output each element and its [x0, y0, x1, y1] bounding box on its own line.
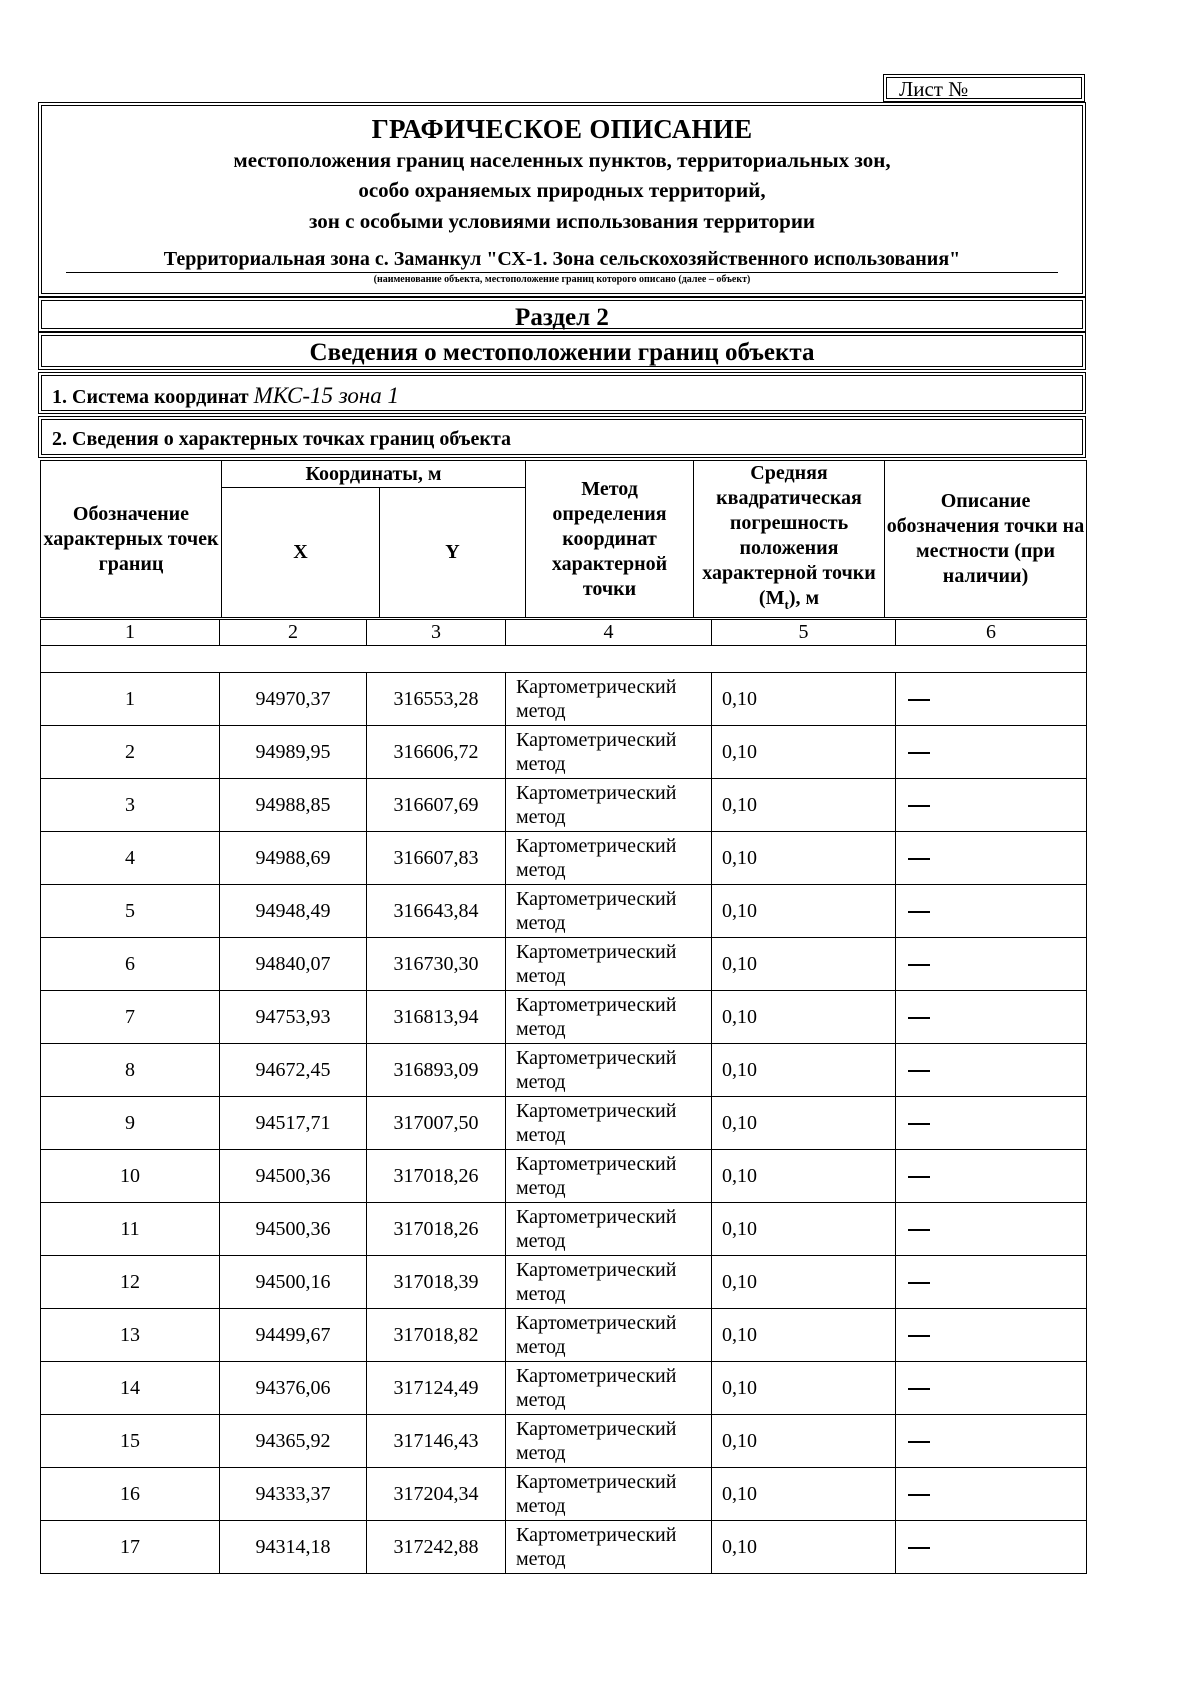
point-error: 0,10: [712, 991, 896, 1044]
point-method: Картометрический метод: [506, 779, 712, 832]
table-row: [41, 991, 1087, 1044]
points-section-frame: [38, 416, 1086, 458]
table-row: [41, 832, 1087, 885]
dash-mark: [908, 1123, 930, 1125]
section-title: Раздел 2: [515, 304, 609, 331]
point-x: 94948,49: [220, 885, 367, 938]
point-y: 317018,39: [367, 1256, 506, 1309]
point-x: 94500,16: [220, 1256, 367, 1309]
point-y: 316813,94: [367, 991, 506, 1044]
point-description: [896, 1468, 1087, 1521]
point-error: 0,10: [712, 832, 896, 885]
dash-mark: [908, 1335, 930, 1337]
point-error: 0,10: [712, 1309, 896, 1362]
dash-mark: [908, 1547, 930, 1549]
point-y: 316730,30: [367, 938, 506, 991]
column-number: 4: [506, 620, 712, 646]
point-method: Картометрический метод: [506, 673, 712, 726]
point-number: 10: [41, 1150, 220, 1203]
spacer-row: [41, 646, 1087, 673]
point-error: 0,10: [712, 1256, 896, 1309]
table-row: [41, 1521, 1087, 1574]
points-table: [40, 619, 1087, 1574]
subtitle-line-1: местоположения границ населенных пунктов, территориальных зон,: [233, 148, 891, 172]
point-method: Картометрический метод: [506, 1203, 712, 1256]
header-coords: Координаты, м: [222, 461, 526, 488]
header-description: Описание обозначения точки на местности (при наличии): [885, 461, 1087, 618]
point-error: 0,10: [712, 885, 896, 938]
sheet-number-box: [883, 74, 1085, 102]
point-number: 12: [41, 1256, 220, 1309]
point-method: Картометрический метод: [506, 1362, 712, 1415]
point-y: 316606,72: [367, 726, 506, 779]
section-subtitle-frame: [38, 332, 1086, 370]
point-method: Картометрический метод: [506, 726, 712, 779]
subtitle-line-3: зон с особыми условиями использования территории: [308, 209, 816, 233]
point-x: 94988,85: [220, 779, 367, 832]
table-row: [41, 1097, 1087, 1150]
point-number: 4: [41, 832, 220, 885]
point-number: 8: [41, 1044, 220, 1097]
table-row: [41, 1415, 1087, 1468]
point-method: Картометрический метод: [506, 1150, 712, 1203]
point-x: 94988,69: [220, 832, 367, 885]
points-section-label: 2. Сведения о характерных точках границ объекта: [52, 428, 512, 450]
point-error: 0,10: [712, 1415, 896, 1468]
point-description: [896, 938, 1087, 991]
point-method: Картометрический метод: [506, 832, 712, 885]
point-number: 7: [41, 991, 220, 1044]
point-description: [896, 991, 1087, 1044]
point-x: 94753,93: [220, 991, 367, 1044]
header-x: X: [222, 488, 380, 618]
header-y: Y: [380, 488, 526, 618]
point-description: [896, 885, 1087, 938]
dash-mark: [908, 1176, 930, 1178]
table-row: [41, 1044, 1087, 1097]
point-description: [896, 1362, 1087, 1415]
point-x: 94500,36: [220, 1203, 367, 1256]
table-row: [41, 885, 1087, 938]
coord-system-label: 1. Система координат: [52, 386, 249, 408]
dash-mark: [908, 1388, 930, 1390]
point-y: 316553,28: [367, 673, 506, 726]
point-method: Картометрический метод: [506, 1256, 712, 1309]
point-method: Картометрический метод: [506, 1415, 712, 1468]
column-numbers-row: [41, 620, 1087, 646]
column-number: 1: [41, 620, 220, 646]
point-description: [896, 779, 1087, 832]
point-x: 94672,45: [220, 1044, 367, 1097]
table-row: [41, 1150, 1087, 1203]
point-number: 16: [41, 1468, 220, 1521]
point-method: Картометрический метод: [506, 991, 712, 1044]
point-y: 316643,84: [367, 885, 506, 938]
header-method: Метод определения координат характерной точки: [526, 461, 694, 618]
coord-system-frame: [38, 372, 1086, 414]
table-row: [41, 1468, 1087, 1521]
point-method: Картометрический метод: [506, 938, 712, 991]
point-error: 0,10: [712, 1468, 896, 1521]
point-number: 1: [41, 673, 220, 726]
point-method: Картометрический метод: [506, 1468, 712, 1521]
object-name: Территориальная зона с. Заманкул "СХ-1. Зона сельскохозяйственного использования": [66, 248, 1058, 273]
table-row: [41, 938, 1087, 991]
point-y: 317204,34: [367, 1468, 506, 1521]
point-x: 94499,67: [220, 1309, 367, 1362]
point-error: 0,10: [712, 1150, 896, 1203]
object-caption: (наименование объекта, местоположение границ которого описано (далее – объект): [373, 274, 751, 285]
point-description: [896, 1309, 1087, 1362]
dash-mark: [908, 1282, 930, 1284]
point-number: 13: [41, 1309, 220, 1362]
point-description: [896, 1521, 1087, 1574]
dash-mark: [908, 1494, 930, 1496]
point-x: 94333,37: [220, 1468, 367, 1521]
header-error-unit: ), м: [788, 587, 820, 609]
column-number: 5: [712, 620, 896, 646]
point-y: 316607,83: [367, 832, 506, 885]
points-table-header: [40, 460, 1087, 618]
table-row: [41, 1203, 1087, 1256]
column-number: 2: [220, 620, 367, 646]
coord-system-value: МКС-15 зона 1: [253, 383, 400, 408]
point-x: 94989,95: [220, 726, 367, 779]
point-x: 94517,71: [220, 1097, 367, 1150]
point-x: 94970,37: [220, 673, 367, 726]
point-method: Картометрический метод: [506, 1309, 712, 1362]
point-number: 14: [41, 1362, 220, 1415]
column-number: 3: [367, 620, 506, 646]
point-error: 0,10: [712, 1521, 896, 1574]
dash-mark: [908, 699, 930, 701]
point-y: 317018,82: [367, 1309, 506, 1362]
point-description: [896, 1044, 1087, 1097]
point-x: 94365,92: [220, 1415, 367, 1468]
point-y: 317124,49: [367, 1362, 506, 1415]
point-number: 6: [41, 938, 220, 991]
point-y: 317242,88: [367, 1521, 506, 1574]
point-method: Картометрический метод: [506, 1097, 712, 1150]
point-method: Картометрический метод: [506, 1044, 712, 1097]
point-number: 2: [41, 726, 220, 779]
point-error: 0,10: [712, 938, 896, 991]
table-row: [41, 1362, 1087, 1415]
dash-mark: [908, 858, 930, 860]
point-description: [896, 1150, 1087, 1203]
dash-mark: [908, 911, 930, 913]
point-x: 94840,07: [220, 938, 367, 991]
dash-mark: [908, 1017, 930, 1019]
point-number: 17: [41, 1521, 220, 1574]
point-error: 0,10: [712, 726, 896, 779]
dash-mark: [908, 1441, 930, 1443]
dash-mark: [908, 805, 930, 807]
point-description: [896, 726, 1087, 779]
dash-mark: [908, 964, 930, 966]
point-y: 316607,69: [367, 779, 506, 832]
point-error: 0,10: [712, 1097, 896, 1150]
point-y: 317018,26: [367, 1203, 506, 1256]
header-frame: [38, 102, 1086, 297]
point-description: [896, 1097, 1087, 1150]
point-x: 94376,06: [220, 1362, 367, 1415]
point-description: [896, 1415, 1087, 1468]
header-error-text: Средняя квадратическая погрешность положения характерной точки (M: [702, 462, 876, 609]
section-subtitle: Сведения о местоположении границ объекта: [309, 339, 815, 366]
point-error: 0,10: [712, 673, 896, 726]
point-y: 316893,09: [367, 1044, 506, 1097]
sheet-number-label: Лист №: [886, 77, 1082, 99]
table-row: [41, 673, 1087, 726]
point-number: 3: [41, 779, 220, 832]
header-designation: Обозначение характерных точек границ: [41, 461, 222, 618]
table-row: [41, 1309, 1087, 1362]
header-error-subscript: t: [784, 597, 789, 612]
point-error: 0,10: [712, 1044, 896, 1097]
point-error: 0,10: [712, 1203, 896, 1256]
point-y: 317018,26: [367, 1150, 506, 1203]
header-error: [694, 461, 885, 618]
subtitle-line-2: особо охраняемых природных территорий,: [358, 178, 766, 202]
point-number: 9: [41, 1097, 220, 1150]
document-title: ГРАФИЧЕСКОЕ ОПИСАНИЕ: [371, 114, 753, 144]
table-row: [41, 726, 1087, 779]
point-description: [896, 1256, 1087, 1309]
column-number: 6: [896, 620, 1087, 646]
dash-mark: [908, 1070, 930, 1072]
table-row: [41, 779, 1087, 832]
point-y: 317007,50: [367, 1097, 506, 1150]
point-y: 317146,43: [367, 1415, 506, 1468]
point-description: [896, 1203, 1087, 1256]
point-x: 94314,18: [220, 1521, 367, 1574]
point-error: 0,10: [712, 1362, 896, 1415]
point-number: 11: [41, 1203, 220, 1256]
point-description: [896, 832, 1087, 885]
section-title-frame: [38, 297, 1086, 332]
point-error: 0,10: [712, 779, 896, 832]
point-number: 5: [41, 885, 220, 938]
point-description: [896, 673, 1087, 726]
dash-mark: [908, 1229, 930, 1231]
point-x: 94500,36: [220, 1150, 367, 1203]
point-number: 15: [41, 1415, 220, 1468]
point-method: Картометрический метод: [506, 1521, 712, 1574]
table-row: [41, 1256, 1087, 1309]
point-method: Картометрический метод: [506, 885, 712, 938]
dash-mark: [908, 752, 930, 754]
